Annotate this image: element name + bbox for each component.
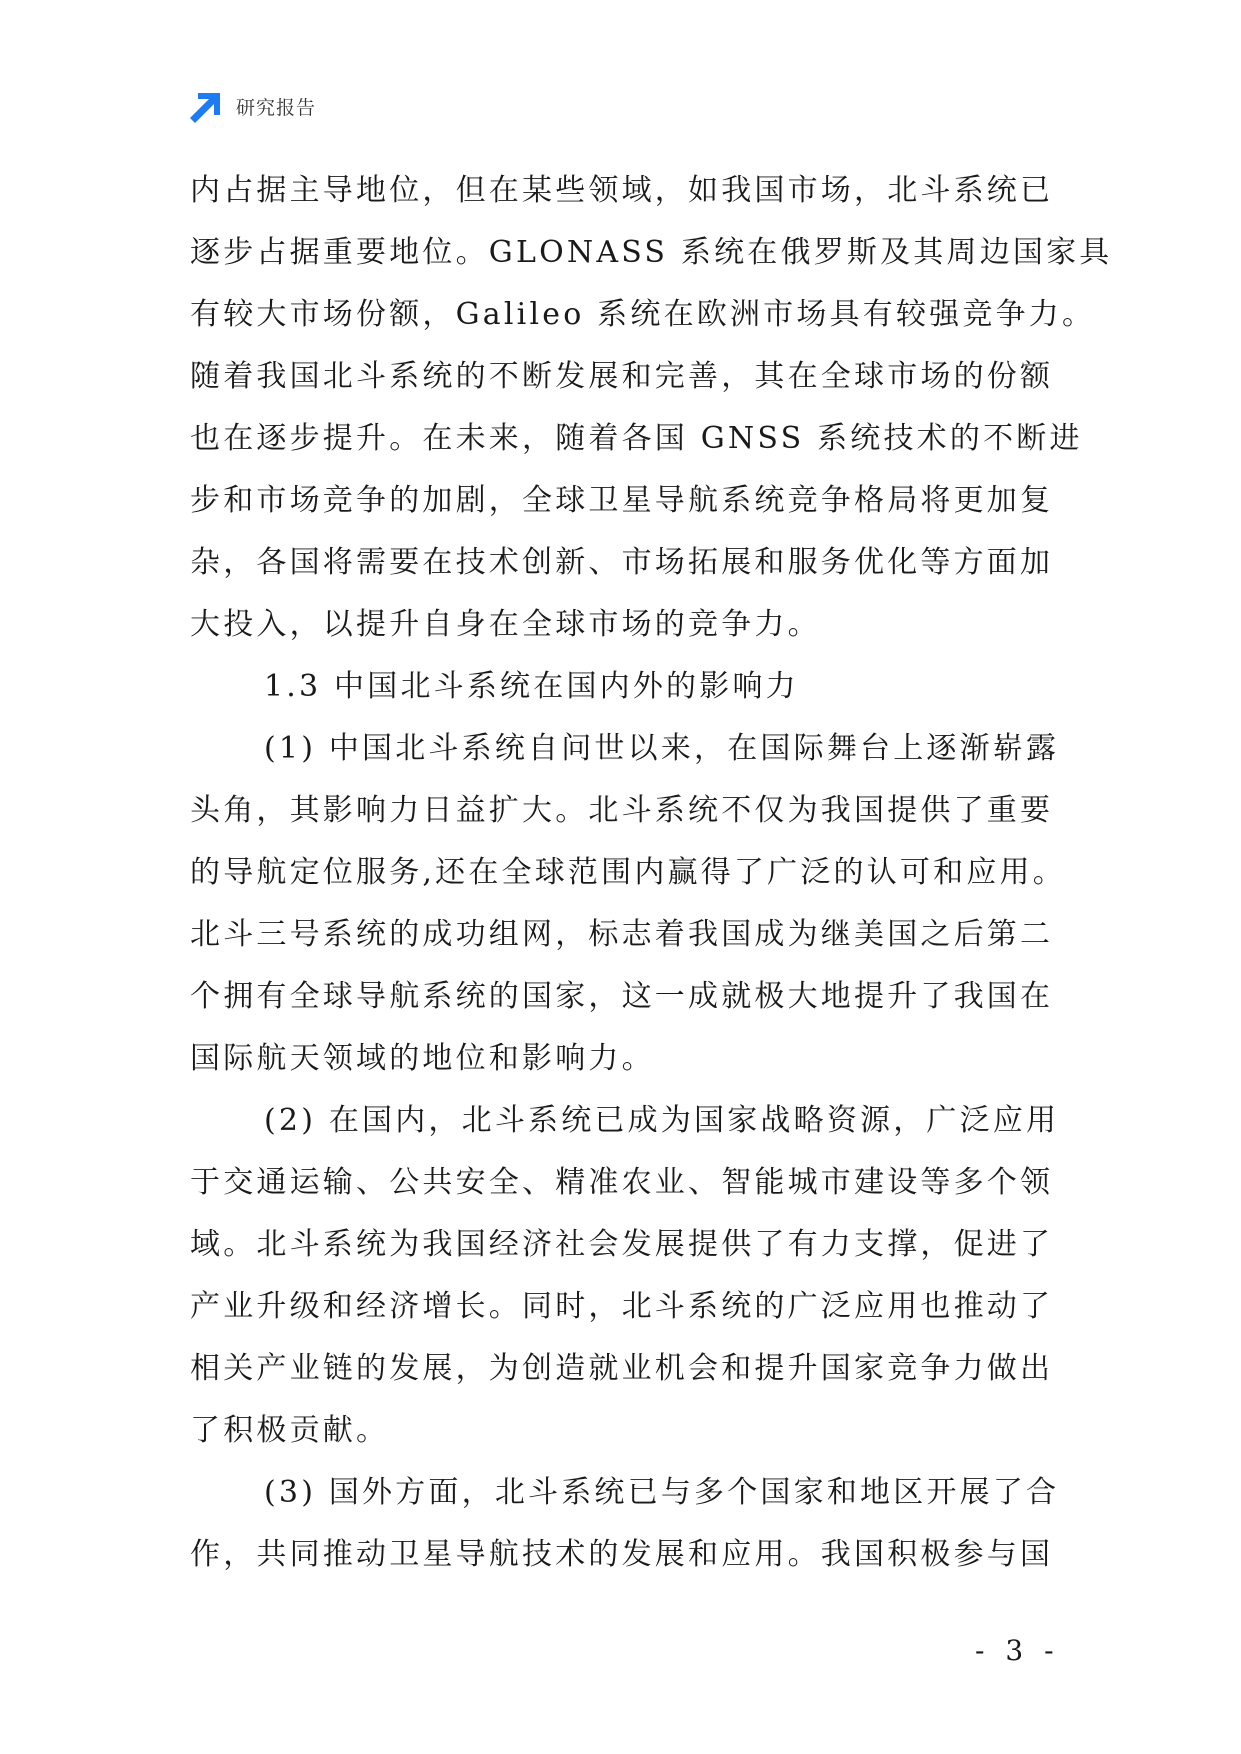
text-line: 内占据主导地位，但在某些领域，如我国市场，北斗系统已 (190, 173, 1054, 208)
text-line: 作，共同推动卫星导航技术的发展和应用。我国积极参与国 (190, 1537, 1054, 1572)
text-line: (1) 中国北斗系统自问世以来，在国际舞台上逐渐崭露 (264, 731, 1060, 766)
page-header (190, 88, 316, 124)
text-line: 有较大市场份额，Galileo 系统在欧洲市场具有较强竞争力。 (190, 297, 1096, 332)
text-line: 逐步占据重要地位。GLONASS 系统在俄罗斯及其周边国家具 (190, 235, 1113, 270)
paragraph-1 (190, 718, 1070, 1090)
paragraph-2 (190, 1090, 1070, 1462)
document-body (190, 160, 1113, 1586)
text-line: 北斗三号系统的成功组网，标志着我国成为继美国之后第二 (190, 917, 1054, 952)
paragraph-3 (190, 1462, 1070, 1586)
arrow-up-right-icon (190, 89, 224, 123)
text-line: 头角，其影响力日益扩大。北斗系统不仅为我国提供了重要 (190, 793, 1054, 828)
text-line: 随着我国北斗系统的不断发展和完善，其在全球市场的份额 (190, 359, 1054, 394)
text-line: 步和市场竞争的加剧，全球卫星导航系统竞争格局将更加复 (190, 483, 1054, 518)
text-line: 产业升级和经济增长。同时，北斗系统的广泛应用也推动了 (190, 1289, 1054, 1324)
text-line: 个拥有全球导航系统的国家，这一成就极大地提升了我国在 (190, 979, 1054, 1014)
text-line: (3) 国外方面，北斗系统已与多个国家和地区开展了合 (264, 1475, 1060, 1510)
text-line: 域。北斗系统为我国经济社会发展提供了有力支撑，促进了 (190, 1227, 1054, 1262)
text-line: (2) 在国内，北斗系统已成为国家战略资源，广泛应用 (264, 1103, 1060, 1138)
text-line: 国际航天领域的地位和影响力。 (190, 1041, 655, 1076)
text-line: 杂，各国将需要在技术创新、市场拓展和服务优化等方面加 (190, 545, 1054, 580)
page-number: - 3 - (975, 1634, 1060, 1667)
header-title: 研究报告 (236, 96, 317, 119)
paragraph-continuation (190, 160, 1113, 656)
text-line: 也在逐步提升。在未来，随着各国 GNSS 系统技术的不断进 (190, 421, 1083, 456)
text-line: 相关产业链的发展，为创造就业机会和提升国家竞争力做出 (190, 1351, 1054, 1386)
text-line: 于交通运输、公共安全、精准农业、智能城市建设等多个领 (190, 1165, 1054, 1200)
text-line: 了积极贡献。 (190, 1413, 390, 1448)
section-heading: 1.3 中国北斗系统在国内外的影响力 (264, 669, 799, 704)
text-line: 的导航定位服务,还在全球范围内赢得了广泛的认可和应用。 (190, 855, 1066, 890)
text-line: 大投入，以提升自身在全球市场的竞争力。 (190, 607, 821, 642)
